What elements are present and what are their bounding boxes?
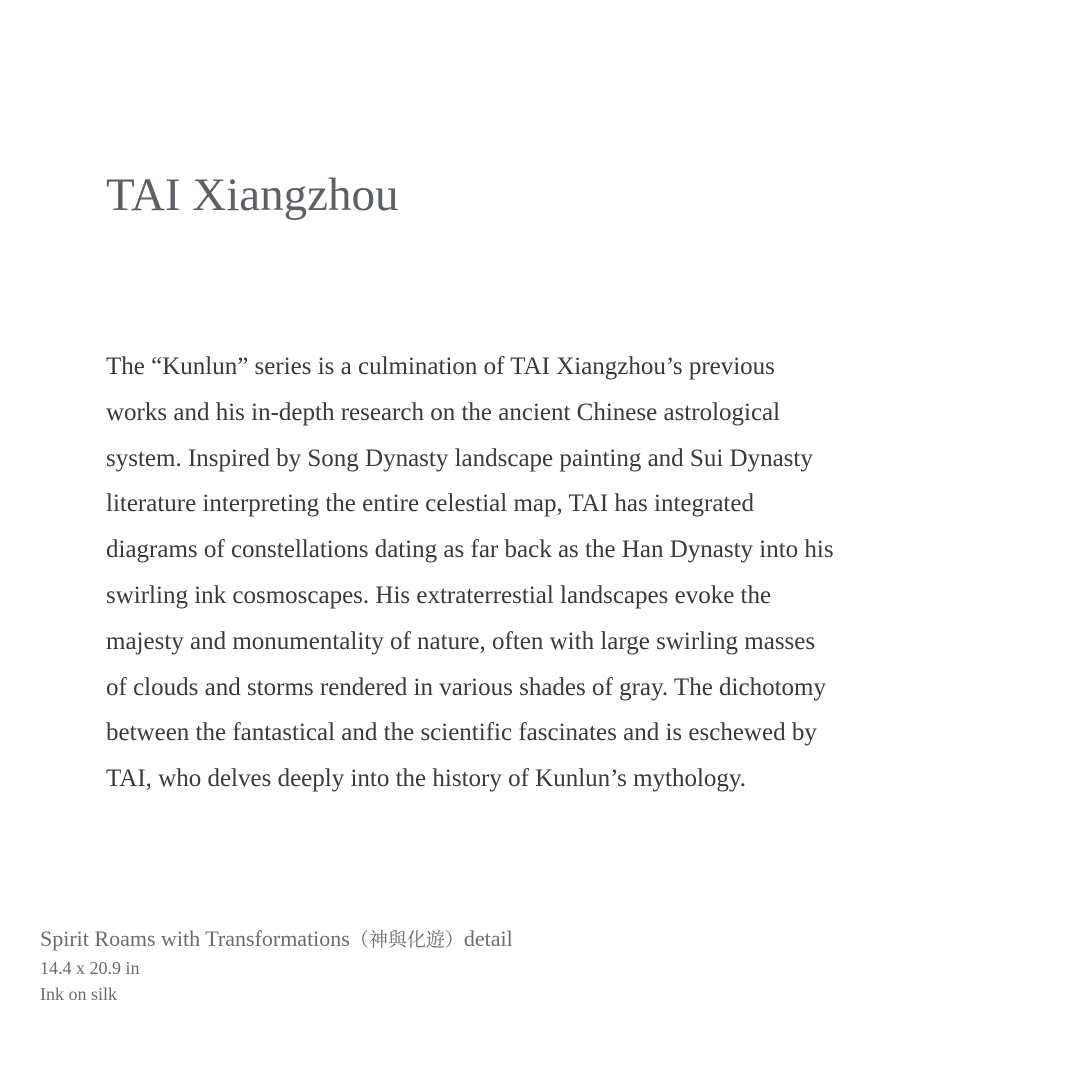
description-line: The “Kunlun” series is a culmination of TAI Xiangzhou’s previous (106, 353, 775, 380)
description-line: swirling ink cosmoscapes. His extraterrestial landscapes evoke the (106, 581, 772, 609)
artwork-dimensions: 14.4 x 20.9 in (40, 958, 140, 978)
description-line: system. Inspired by Song Dynasty landscape painting and Sui Dynasty (106, 444, 813, 472)
description-line: TAI, who delves deeply into the history of Kunlun’s mythology. (106, 765, 747, 793)
description-line: works and his in-depth research on the ancient Chinese astrological (106, 398, 781, 426)
artwork-medium: Ink on silk (40, 984, 118, 1004)
artwork-title-chinese: （神與化遊） (349, 929, 464, 951)
artwork-suffix: detail (463, 926, 513, 951)
artwork-title-row (40, 924, 513, 955)
artist-description (106, 348, 834, 806)
description-line: diagrams of constellations dating as far back as the Han Dynasty into his (106, 536, 834, 564)
artwork-caption (40, 924, 513, 1007)
artist-name: TAI Xiangzhou (106, 169, 399, 221)
description-line: majesty and monumentality of nature, often with large swirling masses (106, 627, 816, 655)
description-line: literature interpreting the entire celestial map, TAI has integrated (106, 490, 754, 518)
description-line: of clouds and storms rendered in various shades of gray. The dichotomy (106, 673, 826, 701)
artwork-title: Spirit Roams with Transformations (40, 926, 350, 951)
description-line: between the fantastical and the scientific fascinates and is eschewed by (106, 719, 817, 747)
